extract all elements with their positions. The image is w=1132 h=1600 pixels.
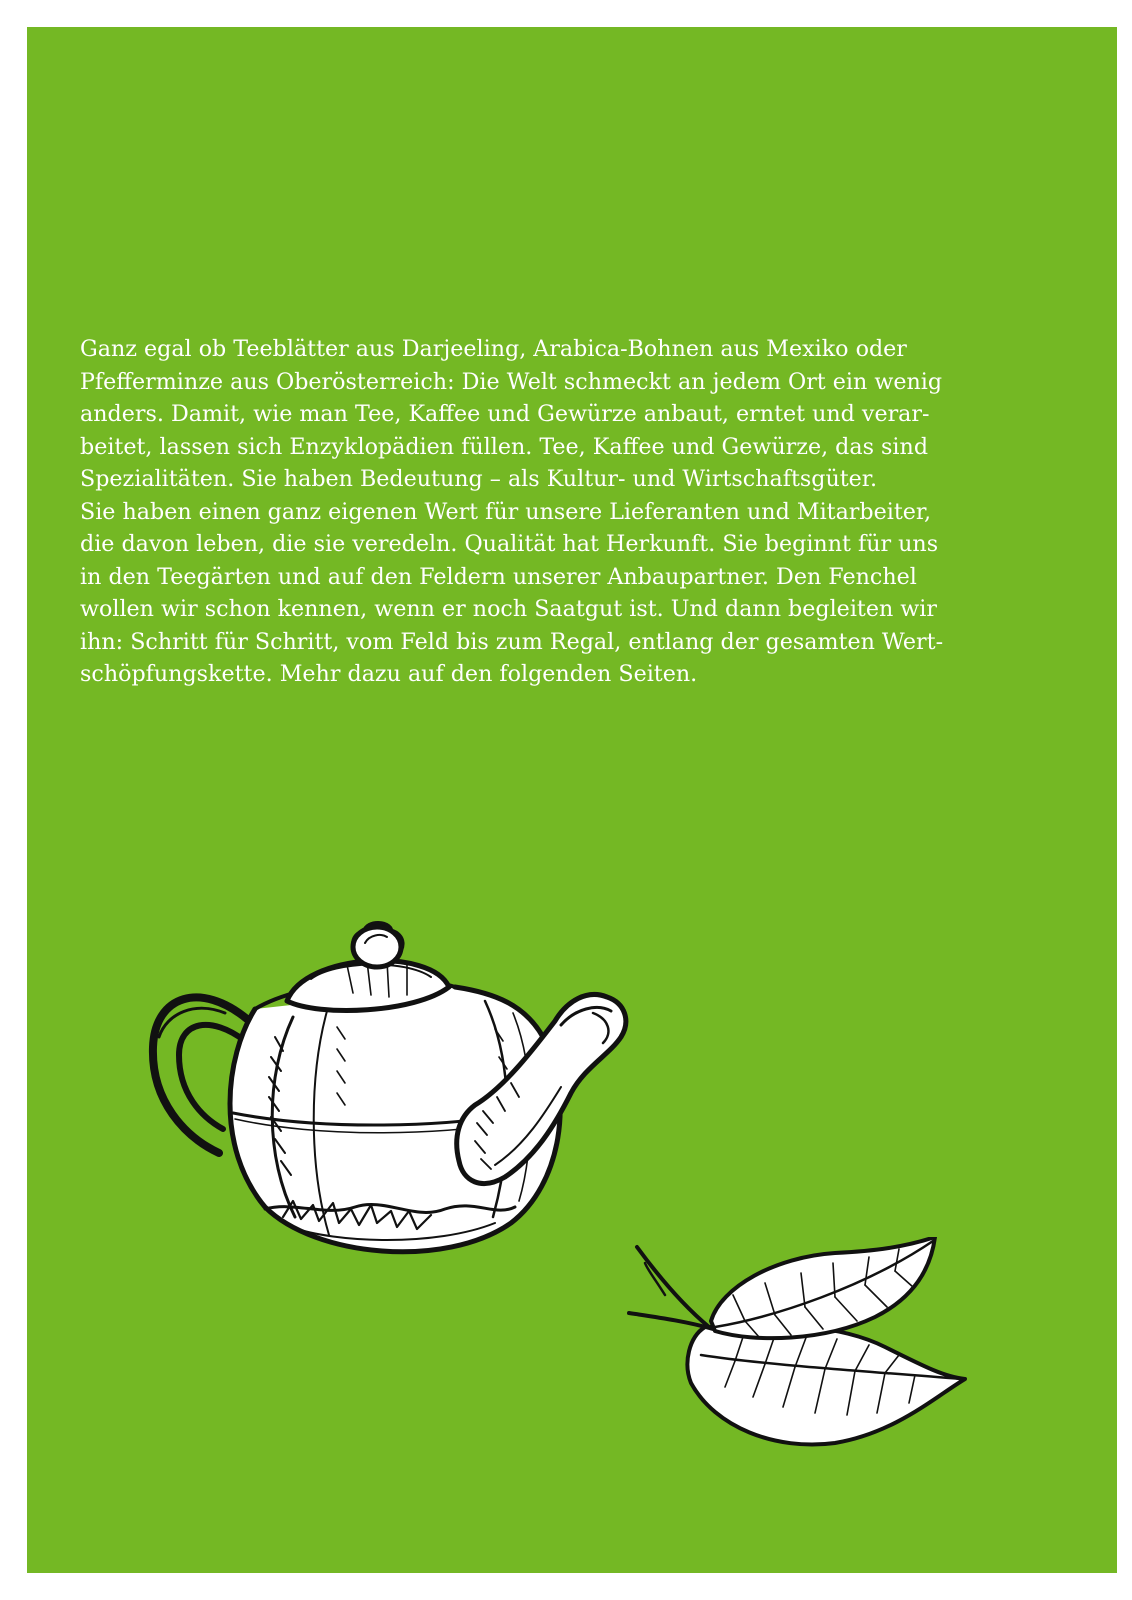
green-page-panel [27, 27, 1117, 1573]
intro-line-1: Ganz egal ob Teeblätter aus Darjeeling, Arabica-Bohnen aus Mexiko oder [80, 336, 907, 362]
intro-line-2: Pfefferminze aus Oberösterreich: Die Welt schmeckt an jedem Ort ein wenig [80, 368, 943, 395]
intro-paragraph [80, 333, 1020, 691]
intro-line-8: in den Teegärten und auf den Feldern unserer Anbaupartner. Den Fenchel [80, 563, 917, 590]
intro-line-7: die davon leben, die sie veredeln. Qualität hat Herkunft. Sie beginnt für uns [80, 531, 939, 557]
intro-line-4: beitet, lassen sich Enzyklopädien füllen. Tee, Kaffee und Gewürze, das sind [80, 433, 929, 460]
intro-line-6: Sie haben einen ganz eigenen Wert für unsere Lieferanten und Mitarbeiter, [80, 498, 932, 525]
intro-line-10: ihn: Schritt für Schritt, vom Feld bis zum Regal, entlang der gesamten Wert- [80, 628, 944, 655]
intro-line-9: wollen wir schon kennen, wenn er noch Saatgut ist. Und dann begleiten wir [80, 596, 937, 622]
intro-line-5: Spezialitäten. Sie haben Bedeutung – als Kultur- und Wirtschaftsgüter. [80, 466, 878, 492]
tea-leaves-illustration [625, 1237, 985, 1477]
intro-line-11: schöpfungskette. Mehr dazu auf den folgenden Seiten. [80, 661, 698, 687]
teapot-illustration [115, 917, 675, 1337]
intro-line-3: anders. Damit, wie man Tee, Kaffee und Gewürze anbaut, erntet und verar- [80, 401, 930, 427]
